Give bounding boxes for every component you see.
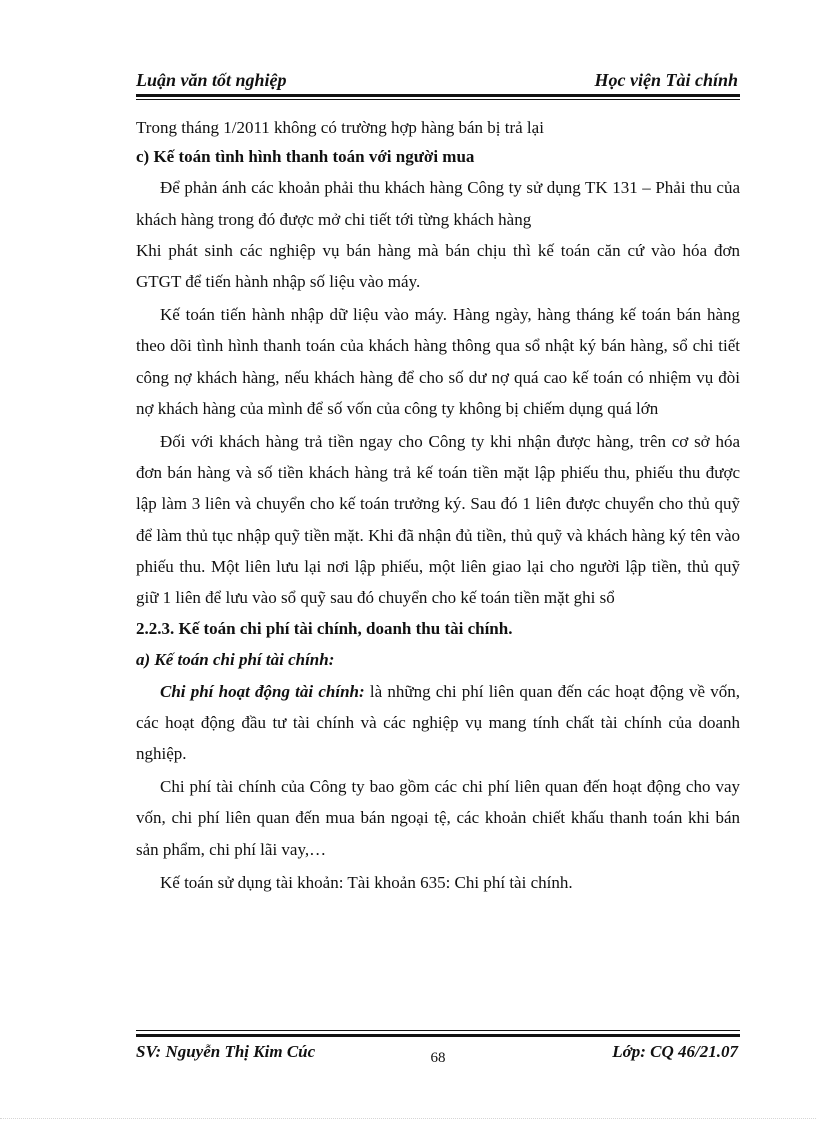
heading-customer-payments: c) Kế toán tình hình thanh toán với người mua [136, 147, 475, 167]
header-institution: Học viện Tài chính [594, 70, 738, 90]
page-body [136, 112, 740, 898]
paragraph-credit-sales: Khi phát sinh các nghiệp vụ bán hàng mà bán chịu thì kế toán căn cứ vào hóa đơn GTGT để tiến hành nhập số liệu vào máy. [136, 240, 740, 292]
paragraph-tk131: Để phản ánh các khoản phải thu khách hàng Công ty sử dụng TK 131 – Phải thu của khách hàng trong đó được mở chi tiết tới từng khách hàng [136, 178, 740, 229]
footer-student-name: SV: Nguyễn Thị Kim Cúc [136, 1042, 316, 1061]
heading-section-2-2-3: 2.2.3. Kế toán chi phí tài chính, doanh thu tài chính. [136, 619, 513, 639]
footer-rule-thin [136, 1030, 740, 1031]
term-financial-activity-costs: Chi phí hoạt động tài chính: [160, 681, 365, 701]
paragraph-cash-payments: Đối với khách hàng trả tiền ngay cho Công ty khi nhận được hàng, trên cơ sở hóa đơn bán hàng và số tiền khách hàng trả kế toán tiền mặt lập phiếu thu, phiếu thu được lập làm 3 liên và chuyển cho kế toán trưởng ký. Sau đó 1 liên được chuyển cho thủ quỹ để làm thủ tục nhập quỹ tiền mặt. Khi đã nhận đủ tiền, thủ quỹ và khách hàng ký tên vào phiếu thu. Một liên lưu lại nơi lập phiếu, một liên giao lại cho người lập tiền, thủ quỹ giữ 1 liên để lưu vào sổ quỹ sau đó chuyển cho kế toán tiền mặt ghi sổ [136, 432, 740, 608]
page-footer [136, 1040, 740, 1070]
footer-rule-thick [136, 1034, 740, 1037]
paragraph-company-financial-costs: Chi phí tài chính của Công ty bao gồm các chi phí liên quan đến hoạt động cho vay vốn, chi phí liên quan đến mua bán ngoại tệ, các khoản chiết khấu thanh toán khi bán sản phẩm, chi phí lãi vay,… [136, 777, 740, 859]
paragraph-returns: Trong tháng 1/2011 không có trường hợp hàng bán bị trả lại [136, 118, 544, 137]
definition-financial-activity-costs: là những chi phí liên quan đến các hoạt động về vốn, các hoạt động đầu tư tài chính và các nghiệp vụ mang tính chất tài chính của doanh nghiệp. [136, 681, 740, 764]
footer-class-code: Lớp: CQ 46/21.07 [612, 1042, 738, 1061]
paragraph-financial-activity-costs [136, 676, 740, 770]
page-bottom-edge [0, 1118, 816, 1119]
paragraph-data-entry: Kế toán tiến hành nhập dữ liệu vào máy. Hàng ngày, hàng tháng kế toán bán hàng theo dõi tình hình thanh toán của khách hàng thông qua sổ nhật ký bán hàng, sổ chi tiết công nợ khách hàng, nếu khách hàng để cho số dư nợ quá cao kế toán có nhiệm vụ đòi nợ khách hàng của mình để số vốn của công ty không bị chiếm dụng quá lớn [136, 305, 740, 418]
paragraph-account-635: Kế toán sử dụng tài khoản: Tài khoản 635: Chi phí tài chính. [160, 872, 573, 892]
header-thesis-title: Luận văn tốt nghiệp [136, 70, 287, 90]
heading-financial-expenses: a) Kế toán chi phí tài chính: [136, 650, 335, 670]
header-rule-thick [136, 94, 740, 97]
page-header [136, 66, 740, 94]
header-rule-thin [136, 99, 740, 100]
page-number: 68 [430, 1050, 446, 1066]
